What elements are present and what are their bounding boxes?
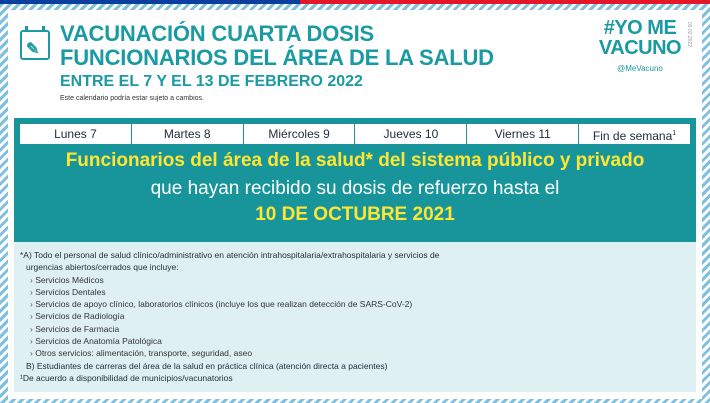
info-a-intro-2: urgencias abiertos/cerrados que incluye: <box>26 262 179 273</box>
day-tuesday: Martes 8 <box>132 124 244 144</box>
date-range: ENTRE EL 7 Y EL 13 DE FEBRERO 2022 <box>60 73 363 90</box>
panel-line-3: 10 DE OCTUBRE 2021 <box>255 204 455 225</box>
title-line-2: FUNCIONARIOS DEL ÁREA DE LA SALUD <box>60 45 494 70</box>
day-weekend-label: Fin de semana <box>592 129 673 143</box>
info-footnote: ¹De acuerdo a disponibilidad de municipios/vacunatorios <box>20 372 233 383</box>
info-item: › Servicios de Anatomía Patológica <box>20 335 680 347</box>
title-line-1: VACUNACIÓN CUARTA DOSIS <box>60 21 374 46</box>
info-item: › Servicios de Radiología <box>20 310 680 322</box>
info-item: › Servicios de apoyo clínico, laboratorios clínicos (incluye los que realizan detección de SARS-CoV-2) <box>20 298 680 310</box>
logo-handle: @MeVacuno <box>617 64 663 73</box>
panel-line-2: que hayan recibido su dosis de refuerzo hasta el <box>150 178 560 199</box>
side-date: 09.02.2022 <box>686 22 692 48</box>
day-weekend <box>579 124 690 144</box>
day-monday: Lunes 7 <box>20 124 132 144</box>
weekend-footnote-mark: 1 <box>672 130 677 137</box>
info-item: › Servicios Médicos <box>20 274 680 286</box>
panel-line-1: Funcionarios del área de la salud* del sistema público y privado <box>65 150 645 171</box>
yo-me-vacuno-logo <box>590 18 690 73</box>
info-a-intro: *A) Todo el personal de salud clínico/administrativo en atención intrahospitalaria/extrahospitalaria y servicios de <box>20 250 440 260</box>
info-text <box>20 249 680 384</box>
info-b: B) Estudiantes de carreras del área de la salud en práctica clínica (atención directa a pacientes) <box>26 360 388 371</box>
day-thursday: Jueves 10 <box>355 124 467 144</box>
disclaimer-note: Este calendario podría estar sujeto a cambios. <box>60 95 204 102</box>
day-wednesday: Miércoles 9 <box>244 124 356 144</box>
day-friday: Viernes 11 <box>467 124 579 144</box>
logo-line-2: VACUNO <box>598 37 682 59</box>
info-item: › Otros servicios: alimentación, transporte, seguridad, aseo <box>20 347 680 359</box>
logo-line-1: #YO ME <box>603 17 677 39</box>
info-item: › Servicios de Farmacia <box>20 323 680 335</box>
calendar-syringe-icon: ✎ <box>20 30 50 60</box>
page-title <box>60 22 494 70</box>
info-item: › Servicios Dentales <box>20 286 680 298</box>
days-row <box>20 124 690 144</box>
